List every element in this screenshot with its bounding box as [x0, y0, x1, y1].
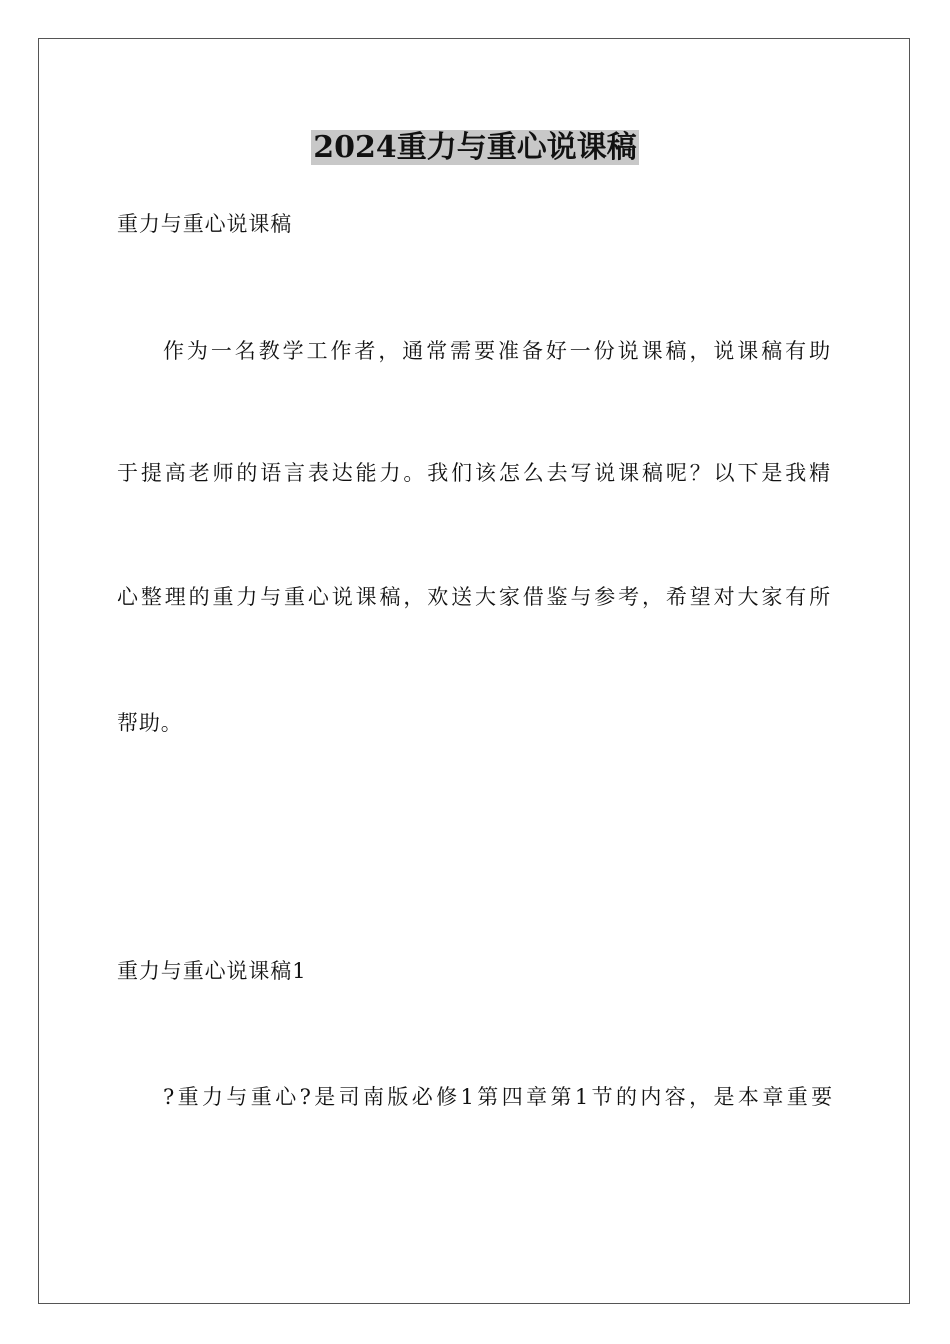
document-title [0, 128, 950, 168]
section-heading: 重力与重心说课稿1 [117, 959, 307, 983]
intro-line-4: 帮助。 [117, 711, 183, 735]
document-title-text: 2024重力与重心说课稿 [313, 130, 637, 165]
intro-line-1: 作为一名教学工作者，通常需要准备好一份说课稿，说课稿有助 [163, 339, 831, 363]
intro-line-3: 心整理的重力与重心说课稿，欢送大家借鉴与参考，希望对大家有所 [117, 585, 831, 609]
intro-line-2: 于提高老师的语言表达能力。我们该怎么去写说课稿呢？以下是我精 [117, 461, 831, 485]
section-paragraph-line-1: ?重力与重心?是司南版必修1第四章第1节的内容，是本章重要 [163, 1085, 833, 1109]
document-subtitle: 重力与重心说课稿 [117, 212, 293, 236]
